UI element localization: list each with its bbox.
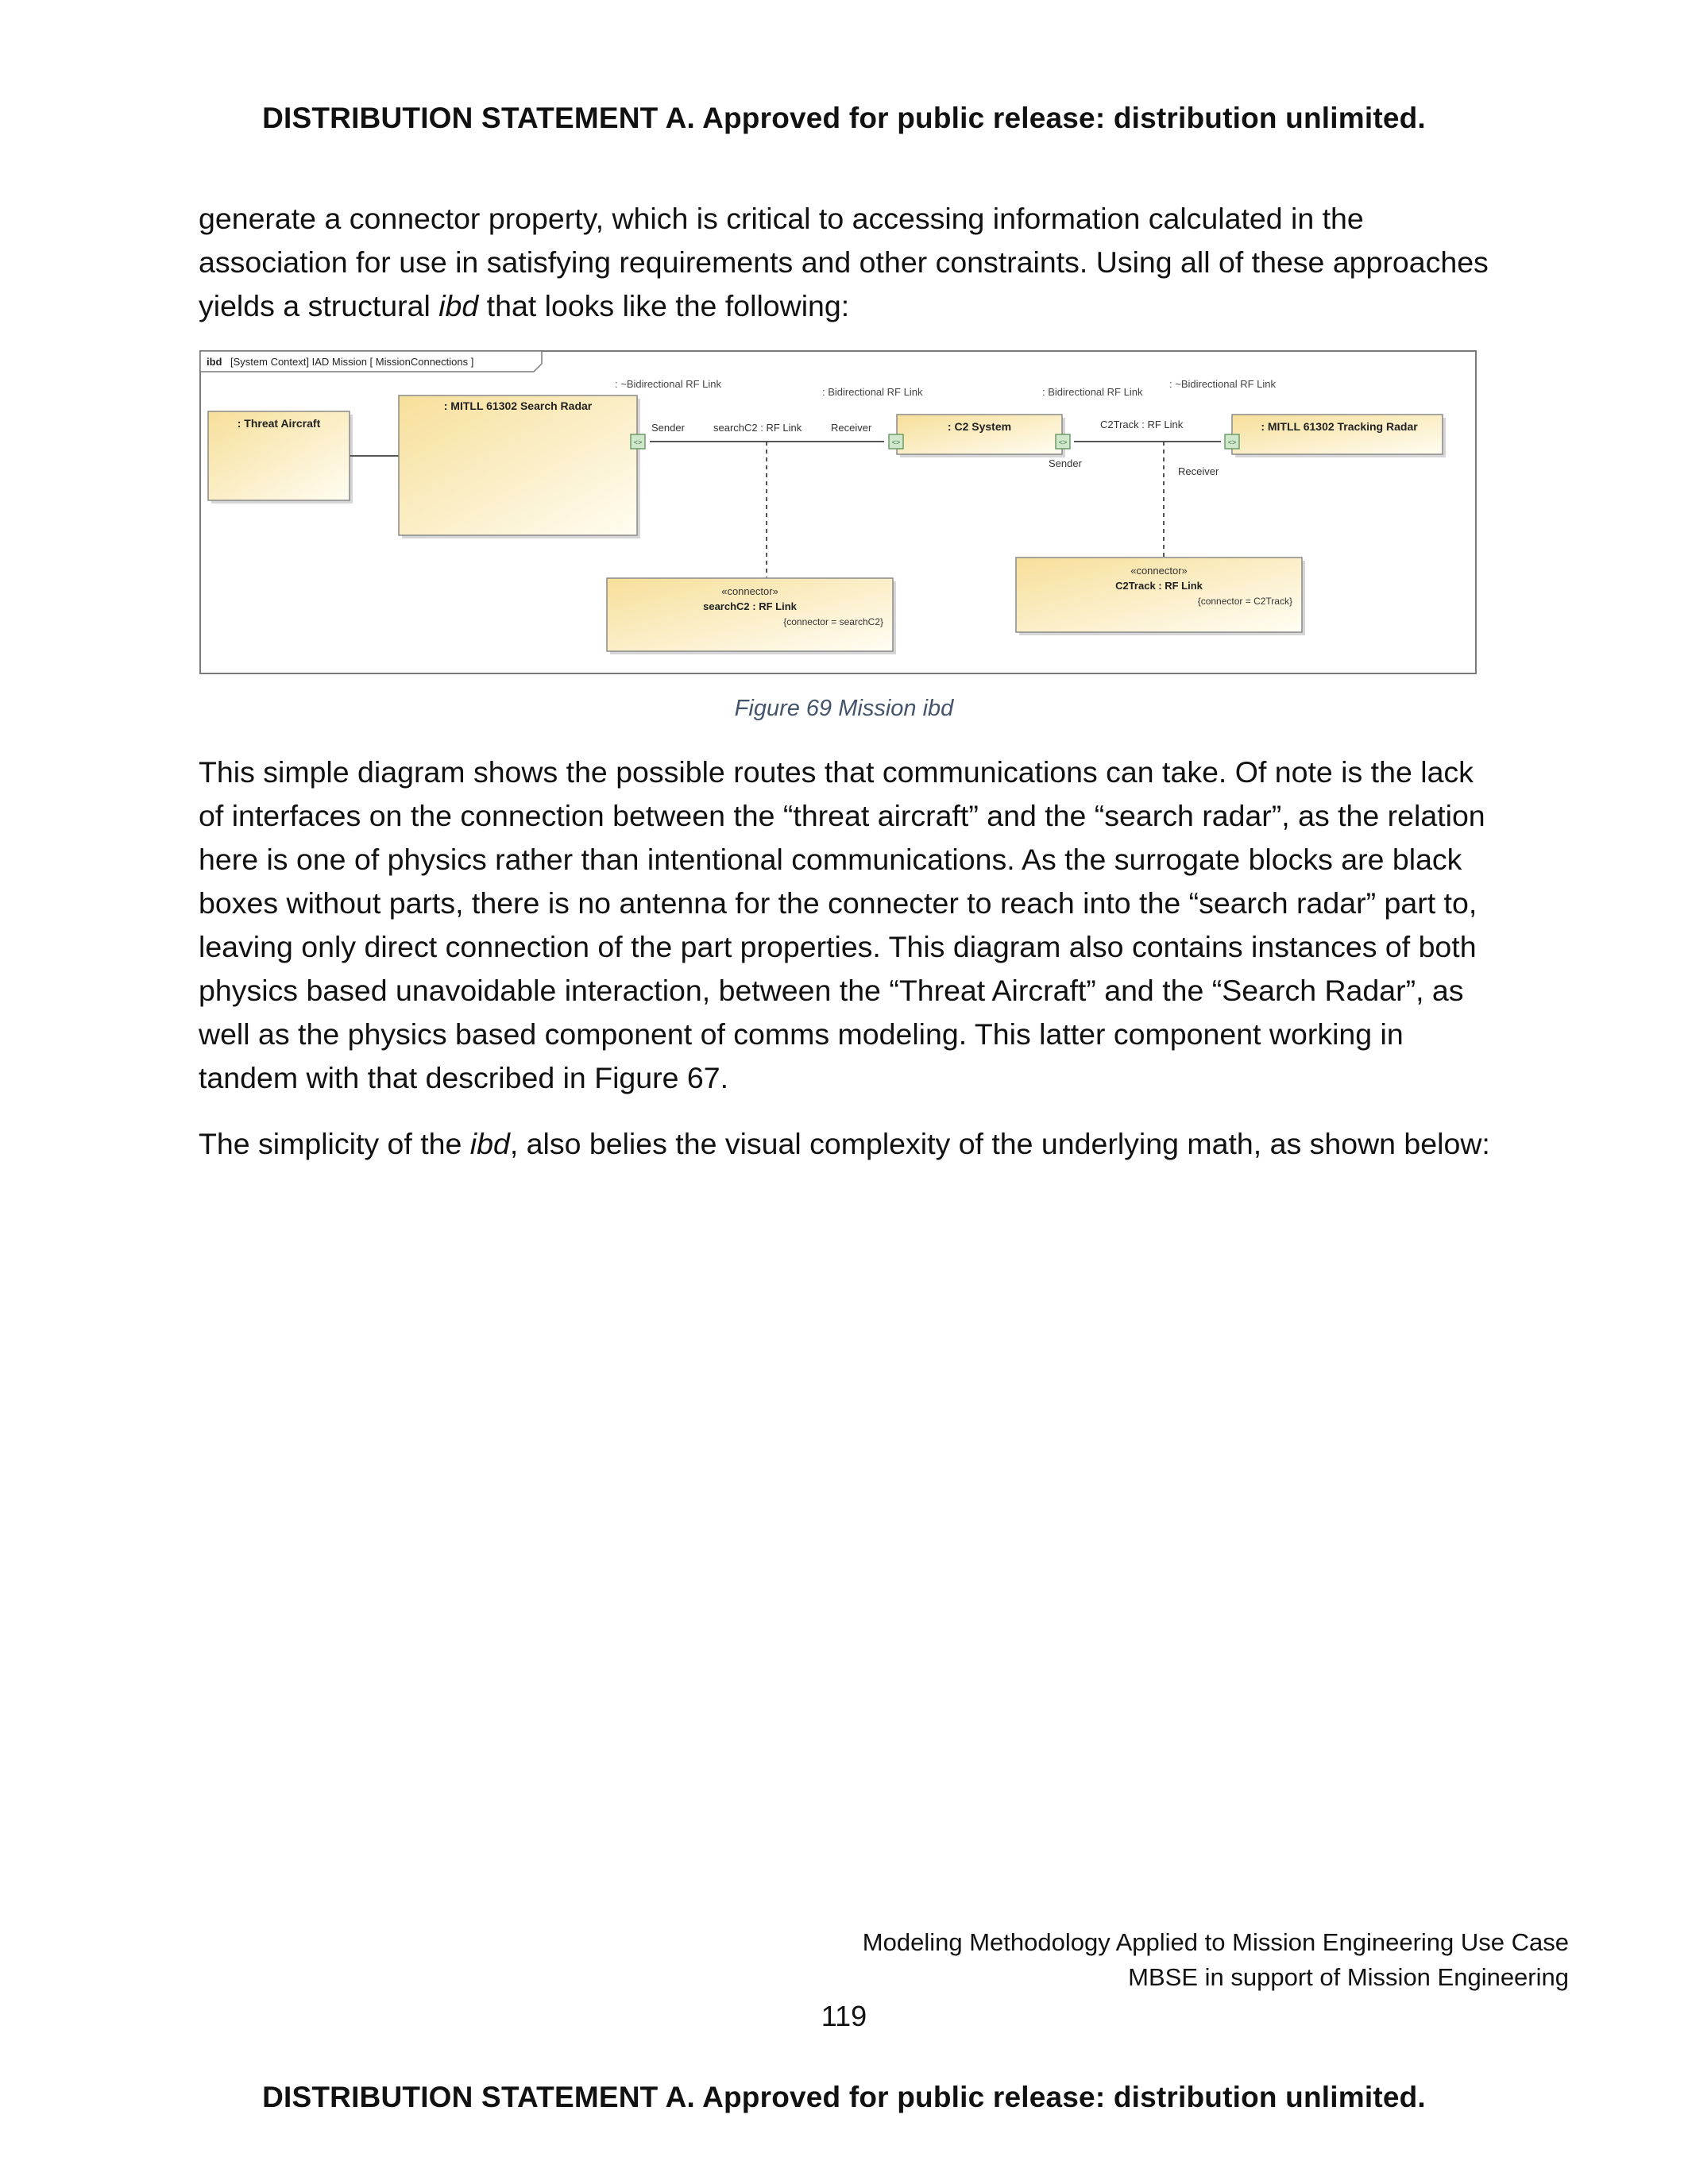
tracking-radar-label: : MITLL 61302 Tracking Radar: [1261, 420, 1418, 433]
paragraph-3-text-b: , also belies the visual complexity of the underlying math, as shown below:: [509, 1127, 1490, 1160]
paragraph-3-text-a: The simplicity of the: [199, 1127, 470, 1160]
search-radar-label: : MITLL 61302 Search Radar: [443, 399, 593, 412]
body-paragraph-1: [199, 197, 1501, 328]
c2-left-port: [889, 434, 903, 449]
c2track-connector-label: C2Track : RF Link: [1100, 419, 1184, 430]
c2-receiver-label: Receiver: [831, 422, 872, 434]
distribution-statement-footer: DISTRIBUTION STATEMENT A. Approved for public release: distribution unlimited.: [262, 2081, 1426, 2113]
page-number: 119: [821, 2000, 867, 2032]
searchC2-connector-label: searchC2 : RF Link: [713, 422, 802, 434]
paragraph-1-italic: ibd: [438, 289, 479, 322]
svg-text:<>: <>: [633, 438, 643, 446]
frame-label: [System Context] IAD Mission [ MissionConnections ]: [230, 356, 474, 368]
svg-text:<>: <>: [1227, 438, 1237, 446]
frame-keyword: ibd: [207, 356, 222, 368]
paragraph-1-text-b: that looks like the following:: [478, 289, 850, 322]
c2-right-port-type: : Bidirectional RF Link: [1042, 386, 1143, 398]
threat-aircraft-label: : Threat Aircraft: [237, 417, 321, 430]
body-paragraph-3: [199, 1122, 1501, 1166]
c2track-block-tag: {connector = C2Track}: [1197, 596, 1292, 607]
searchC2-block-name: searchC2 : RF Link: [703, 600, 797, 612]
mission-ibd-diagram: [199, 349, 1477, 683]
paragraph-3-italic: ibd: [469, 1127, 510, 1160]
search-sender-label: Sender: [651, 422, 685, 434]
searchC2-block-tag: {connector = searchC2}: [783, 616, 883, 627]
searchC2-connector-block: [607, 578, 893, 651]
tracking-radar-port: [1225, 434, 1239, 449]
svg-text:<>: <>: [1058, 438, 1068, 446]
tracking-receiver-label: Receiver: [1178, 465, 1219, 477]
searchC2-stereotype: «connector»: [721, 585, 778, 597]
footer-document-subtitle: MBSE in support of Mission Engineering: [1128, 1963, 1569, 1991]
footer-document-title: Modeling Methodology Applied to Mission Engineering Use Case: [862, 1928, 1569, 1956]
c2-system-label: : C2 System: [947, 420, 1012, 433]
svg-text:<>: <>: [891, 438, 901, 446]
figure-caption: Figure 69 Mission ibd: [734, 696, 954, 721]
search-radar-block: [399, 396, 637, 535]
distribution-statement-header: DISTRIBUTION STATEMENT A. Approved for public release: distribution unlimited.: [262, 102, 1426, 134]
c2track-block-name: C2Track : RF Link: [1115, 580, 1203, 592]
body-paragraph-2: This simple diagram shows the possible routes that communications can take. Of note is the lack of interfaces on the connection between the “threat aircraft” and the “search radar”, as the relation here is one of physics rather than intentional communications. As the surrogate blocks are black boxes without parts, there is no antenna for the connecter to reach into the “search radar” part to, leaving only direct connection of the part properties. This diagram also contains instances of both physics based unavoidable interaction, between the “Threat Aircraft” and the “Search Radar”, as well as the physics based component of comms modeling. This latter component working in tandem with that described in Figure 67.: [199, 755, 1485, 1094]
c2-right-port: [1056, 434, 1070, 449]
c2-sender-label: Sender: [1049, 457, 1082, 469]
search-radar-port-type: : ~Bidirectional RF Link: [615, 378, 722, 390]
paragraph-1-text-a: generate a connector property, which is critical to accessing information calculated in the association for use in satisfying requirements and other constraints. Using all of these approaches yields a structural: [199, 202, 1489, 322]
c2track-stereotype: «connector»: [1130, 565, 1188, 577]
search-radar-port: [631, 434, 645, 449]
tracking-radar-port-type: : ~Bidirectional RF Link: [1169, 378, 1277, 390]
c2-left-port-type: : Bidirectional RF Link: [822, 386, 923, 398]
c2track-connector-block: [1016, 558, 1302, 632]
